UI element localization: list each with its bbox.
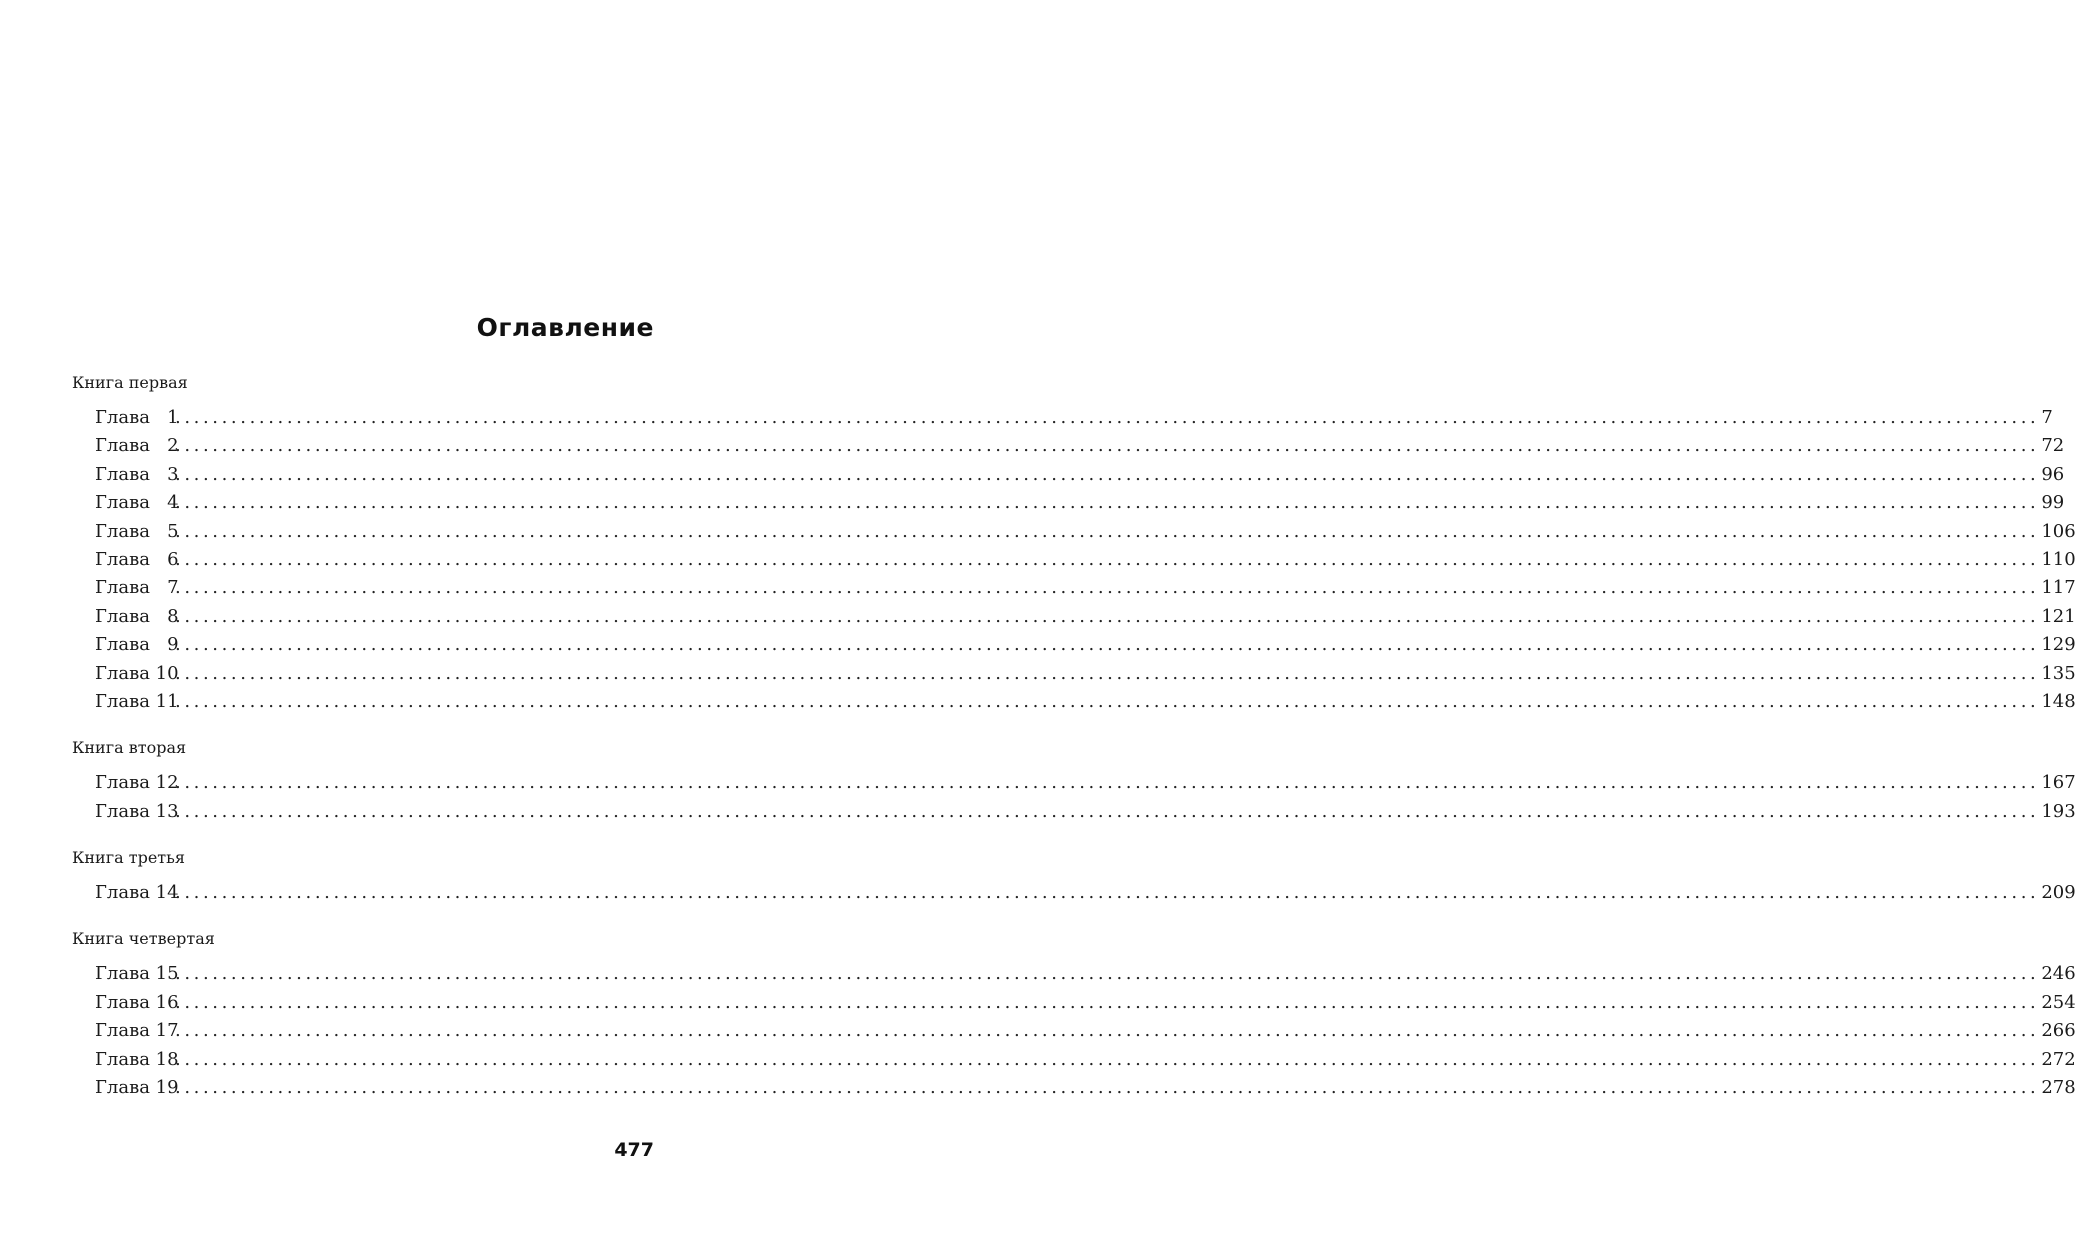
- dot-leader: ........................................................................................................................................................................................................: [175, 991, 2040, 1013]
- book-heading: Книга первая: [72, 373, 188, 392]
- chapter-page-number: 193: [2041, 800, 2076, 822]
- book-heading: Книга третья: [72, 848, 185, 868]
- toc-entry[interactable]: [95, 574, 2076, 602]
- chapter-page-number: 7: [2041, 407, 2053, 428]
- dot-leader: ........................................................................................................................................................................................................: [175, 577, 2040, 599]
- chapter-title: Глава 3: [95, 463, 179, 485]
- toc-entry[interactable]: [95, 660, 2076, 688]
- chapter-page-number: 99: [2041, 492, 2065, 514]
- dot-leader: ........................................................................................................................................................................................................: [175, 634, 2040, 656]
- chapter-page-number: 106: [2041, 520, 2076, 542]
- toc-entry[interactable]: [95, 546, 2076, 574]
- chapter-page-number: 266: [2041, 1020, 2076, 1042]
- toc-entry[interactable]: [95, 603, 2076, 631]
- chapter-title: Глава 11: [95, 690, 179, 712]
- chapter-title: Глава 17: [95, 1020, 179, 1042]
- chapter-title: Глава 4: [95, 492, 179, 514]
- chapter-title: Глава 6: [95, 548, 179, 570]
- toc-entry[interactable]: [95, 432, 2065, 460]
- toc-entry[interactable]: [95, 1074, 2076, 1102]
- chapter-page-number: 72: [2041, 435, 2065, 457]
- toc-entry[interactable]: [95, 1017, 2076, 1045]
- toc-entry[interactable]: [95, 688, 2076, 716]
- chapter-title: Глава 15: [95, 963, 179, 985]
- toc-entry[interactable]: [95, 879, 2076, 907]
- book-heading: Книга вторая: [72, 738, 187, 758]
- chapter-title: Глава 13: [95, 800, 179, 822]
- chapter-title: Глава 1: [95, 407, 179, 428]
- chapter-page-number: 167: [2041, 772, 2076, 794]
- toc-book-section: [72, 847, 2076, 907]
- page-number: 477: [614, 1139, 654, 1161]
- chapter-title: Глава 7: [95, 577, 179, 599]
- chapter-page-number: 121: [2041, 605, 2076, 627]
- chapter-page-number: 117: [2041, 577, 2076, 599]
- chapter-page-number: 110: [2041, 548, 2076, 570]
- toc-entry[interactable]: [95, 461, 2065, 489]
- table-of-contents: [72, 372, 2076, 1123]
- dot-leader: ........................................................................................................................................................................................................: [175, 963, 2040, 985]
- dot-leader: ........................................................................................................................................................................................................: [175, 1020, 2040, 1042]
- toc-entry[interactable]: [95, 798, 2076, 826]
- dot-leader: ........................................................................................................................................................................................................: [175, 690, 2040, 712]
- toc-entry[interactable]: [95, 769, 2076, 797]
- chapter-title: Глава 19: [95, 1077, 179, 1099]
- dot-leader: ........................................................................................................................................................................................................: [175, 435, 2040, 457]
- chapter-title: Глава 18: [95, 1048, 179, 1070]
- dot-leader: ........................................................................................................................................................................................................: [175, 882, 2040, 904]
- toc-entry[interactable]: [95, 989, 2076, 1017]
- dot-leader: ........................................................................................................................................................................................................: [175, 662, 2040, 684]
- toc-title: Оглавление: [476, 313, 654, 342]
- dot-leader: ........................................................................................................................................................................................................: [175, 463, 2040, 485]
- chapter-title: Глава 14: [95, 882, 179, 904]
- toc-entry[interactable]: [95, 404, 2053, 432]
- toc-entry[interactable]: [95, 960, 2076, 988]
- chapter-page-number: 135: [2041, 662, 2076, 684]
- book-heading: Книга четвертая: [72, 929, 215, 949]
- dot-leader: ........................................................................................................................................................................................................: [175, 520, 2040, 542]
- chapter-page-number: 96: [2041, 463, 2065, 485]
- toc-book-section: [72, 928, 2076, 1102]
- chapter-page-number: 254: [2041, 991, 2076, 1013]
- chapter-page-number: 129: [2041, 634, 2076, 656]
- chapter-title: Глава 12: [95, 772, 179, 794]
- chapter-page-number: 272: [2041, 1048, 2076, 1070]
- toc-book-section: [72, 737, 2076, 826]
- dot-leader: ........................................................................................................................................................................................................: [175, 407, 2040, 428]
- toc-entry[interactable]: [95, 631, 2076, 659]
- chapter-page-number: 148: [2041, 690, 2076, 712]
- dot-leader: ........................................................................................................................................................................................................: [175, 772, 2040, 794]
- dot-leader: ........................................................................................................................................................................................................: [175, 1077, 2040, 1099]
- chapter-title: Глава 10: [95, 662, 179, 684]
- toc-entry[interactable]: [95, 518, 2076, 546]
- chapter-title: Глава 16: [95, 991, 179, 1013]
- chapter-title: Глава 9: [95, 634, 179, 656]
- toc-entry[interactable]: [95, 489, 2065, 517]
- chapter-page-number: 209: [2041, 882, 2076, 904]
- chapter-title: Глава 8: [95, 605, 179, 627]
- dot-leader: ........................................................................................................................................................................................................: [175, 1048, 2040, 1070]
- dot-leader: ........................................................................................................................................................................................................: [175, 548, 2040, 570]
- dot-leader: ........................................................................................................................................................................................................: [175, 605, 2040, 627]
- chapter-title: Глава 5: [95, 520, 179, 542]
- toc-book-section: [72, 372, 2076, 716]
- chapter-title: Глава 2: [95, 435, 179, 457]
- toc-entry[interactable]: [95, 1046, 2076, 1074]
- dot-leader: ........................................................................................................................................................................................................: [175, 492, 2040, 514]
- dot-leader: ........................................................................................................................................................................................................: [175, 800, 2040, 822]
- chapter-page-number: 246: [2041, 963, 2076, 985]
- chapter-page-number: 278: [2041, 1077, 2076, 1099]
